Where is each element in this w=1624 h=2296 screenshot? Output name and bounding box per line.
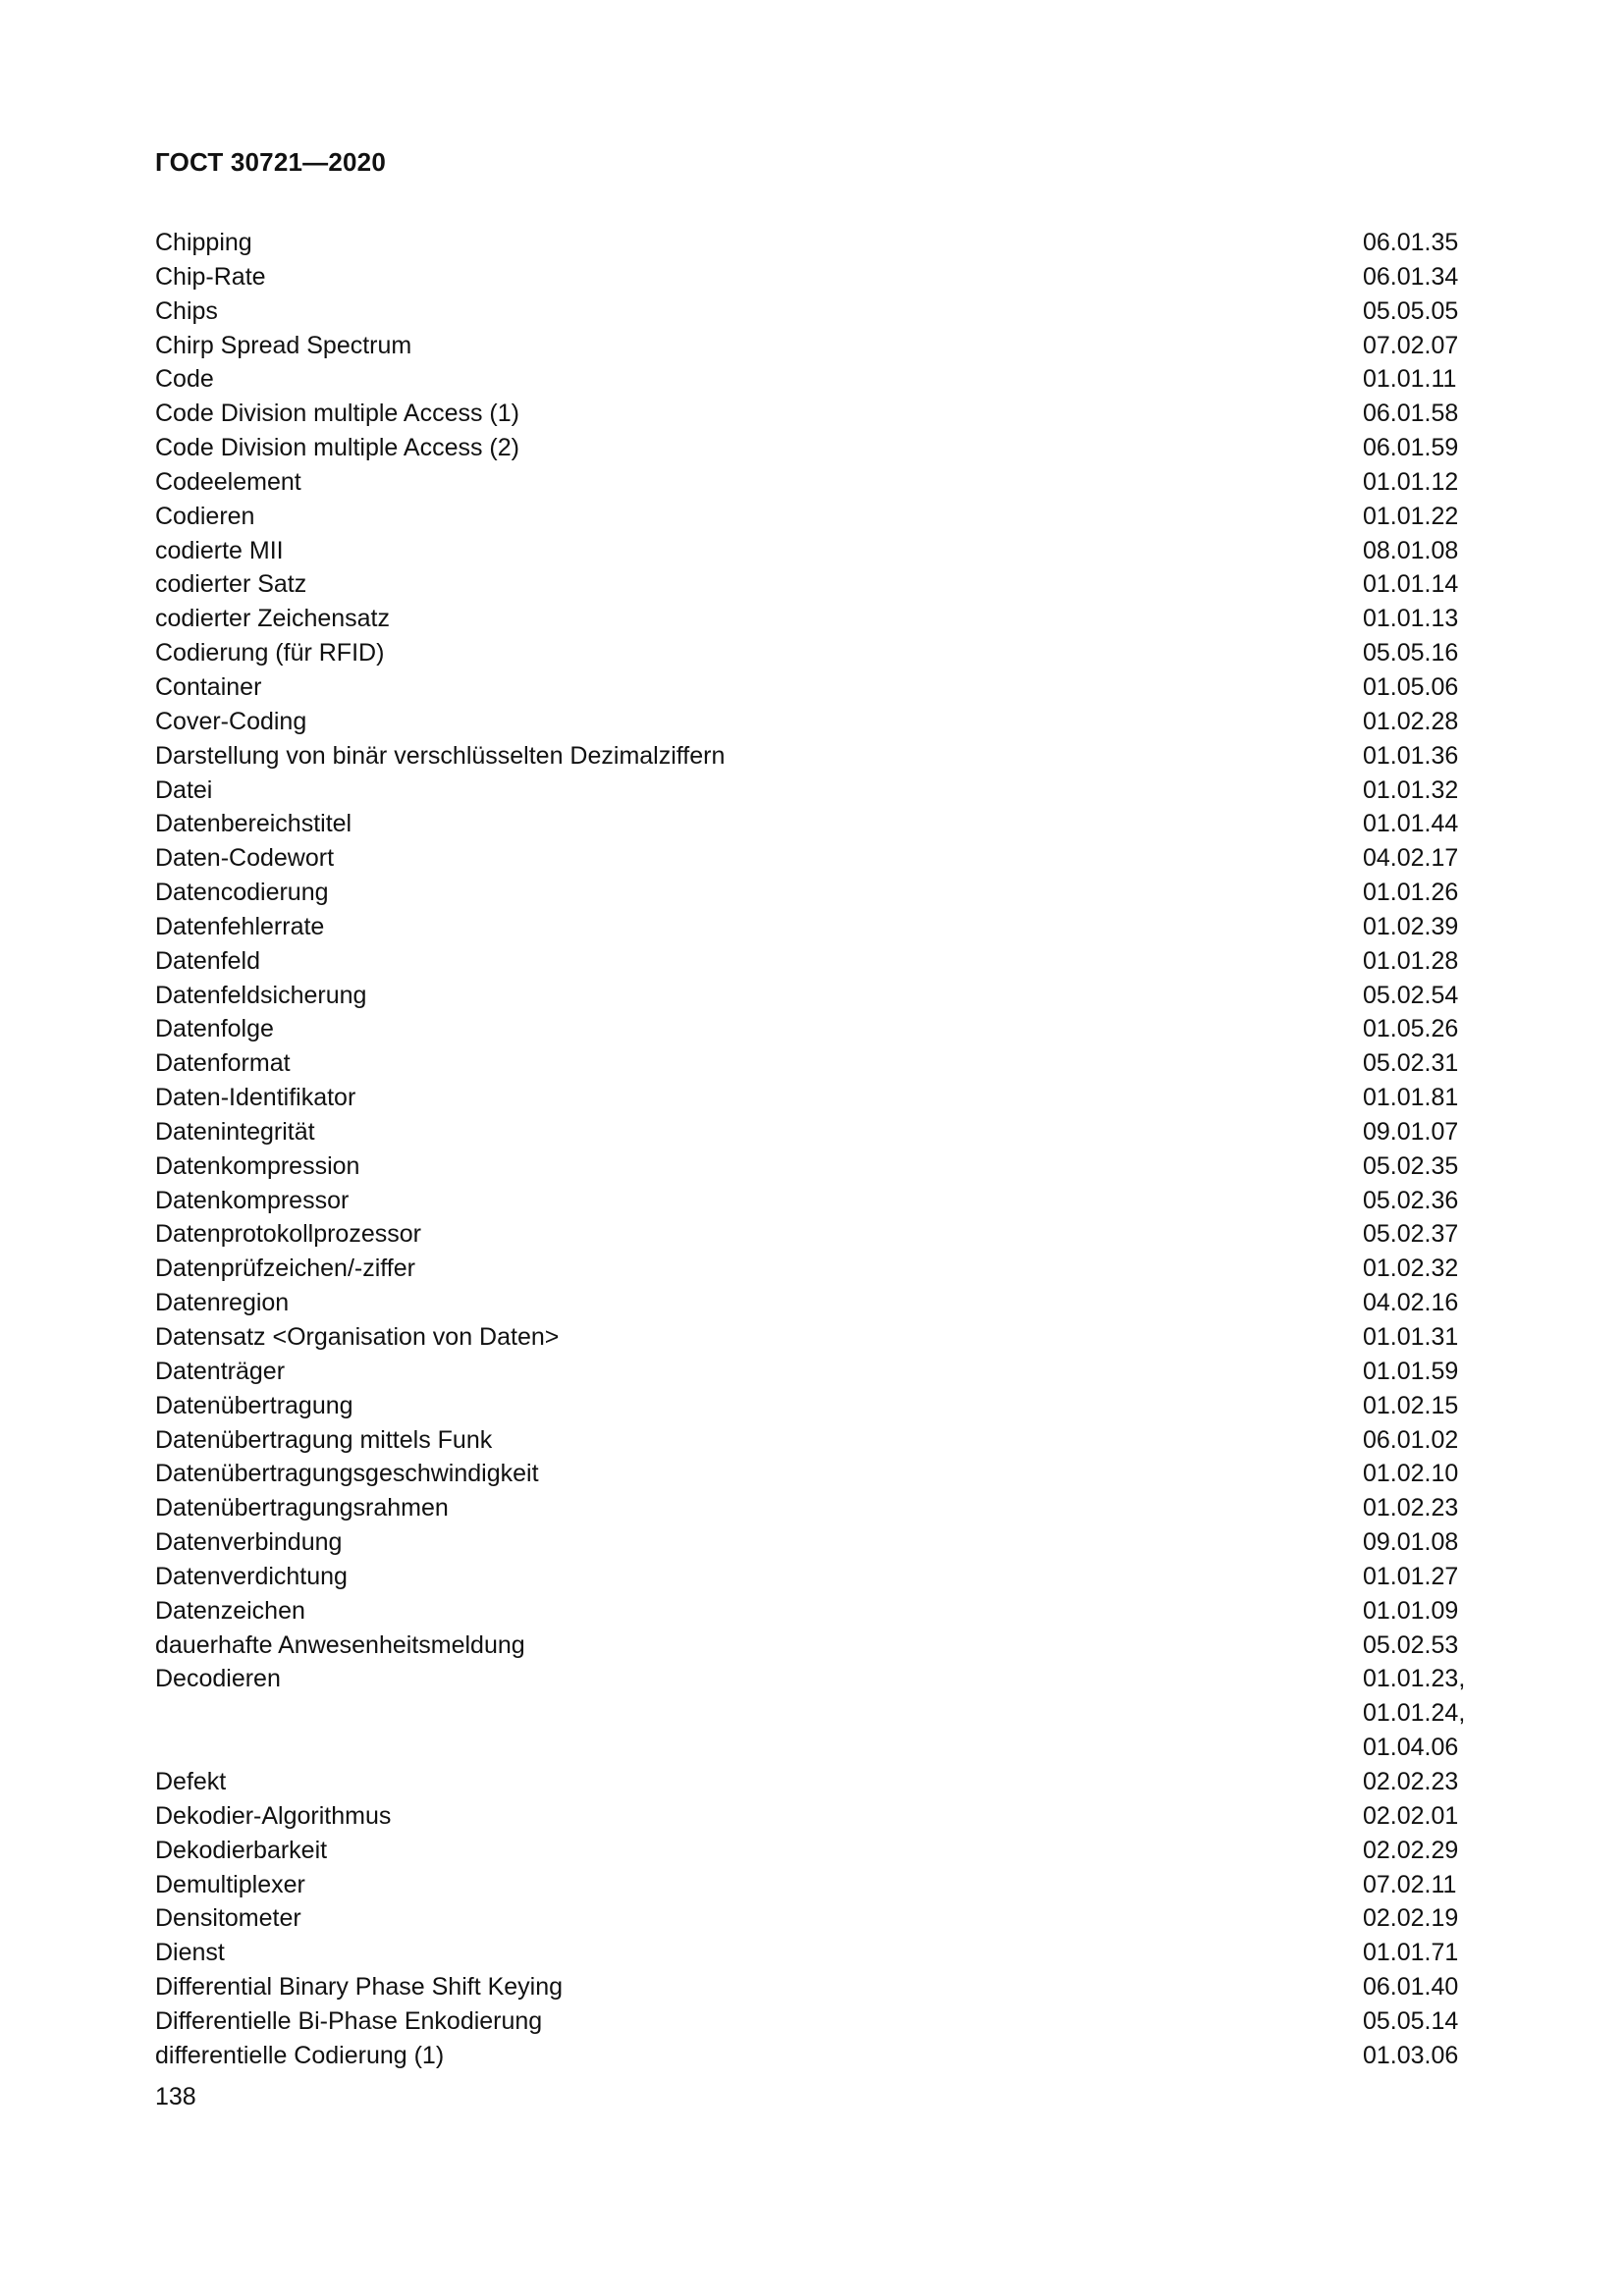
entry-term: Code Division multiple Access (1) (155, 400, 519, 428)
entry-refs (1363, 1389, 1471, 1423)
index-entry (155, 1560, 1471, 1594)
entry-refs (1363, 876, 1471, 910)
entry-refs (1363, 2039, 1471, 2073)
entry-refs (1363, 1560, 1471, 1594)
entry-ref: 06.01.35 (1363, 229, 1459, 256)
entry-term: Differentielle Bi-Phase Enkodierung (155, 2006, 543, 2035)
entry-refs (1363, 1799, 1471, 1834)
index-entry (155, 465, 1471, 500)
entry-refs (1363, 602, 1471, 636)
entry-term: differentielle Codierung (1) (155, 2041, 445, 2069)
entry-term: Chirp Spread Spectrum (155, 331, 412, 359)
index-entry (155, 431, 1471, 465)
entry-term: Code (155, 365, 214, 394)
entry-ref: 01.01.31 (1363, 1323, 1459, 1351)
entry-ref: 05.02.53 (1363, 1630, 1459, 1659)
entry-ref: 05.02.31 (1363, 1049, 1459, 1078)
entry-refs (1363, 636, 1471, 670)
entry-refs (1363, 1217, 1471, 1252)
index-entry (155, 807, 1471, 841)
entry-term: Codierung (für RFID) (155, 639, 385, 667)
entry-refs (1363, 1115, 1471, 1149)
entry-ref: 02.02.01 (1363, 1801, 1459, 1830)
entry-term: Datenprotokollprozessor (155, 1220, 421, 1249)
entry-ref: 05.02.36 (1363, 1186, 1459, 1214)
entry-term: Chipping (155, 229, 252, 256)
index-entry (155, 2004, 1471, 2039)
index-entry (155, 876, 1471, 910)
index-entry (155, 1936, 1471, 1970)
entry-refs (1363, 500, 1471, 534)
entry-ref: 01.01.12 (1363, 467, 1459, 496)
index-entry (155, 500, 1471, 534)
entry-term: Chips (155, 296, 218, 325)
entry-term: Datensatz <Organisation von Daten> (155, 1323, 560, 1351)
entry-ref: 01.01.71 (1363, 1939, 1459, 1967)
entry-ref: 01.02.23 (1363, 1494, 1459, 1522)
index-entry (155, 1081, 1471, 1115)
index-entry (155, 944, 1471, 979)
index-entry (155, 1525, 1471, 1560)
index-entry (155, 1457, 1471, 1491)
entry-term: Datenkompressor (155, 1186, 350, 1214)
entry-refs (1363, 226, 1471, 260)
entry-term: Differential Binary Phase Shift Keying (155, 1973, 564, 2002)
entry-ref: 01.01.44 (1363, 810, 1459, 838)
entry-refs (1363, 534, 1471, 568)
entry-ref: 06.01.58 (1363, 400, 1459, 428)
index-list (155, 226, 1471, 2073)
index-entry (155, 670, 1471, 705)
index-entry (155, 1012, 1471, 1046)
entry-term: Defekt (155, 1767, 227, 1795)
index-entry (155, 1252, 1471, 1286)
entry-ref: 01.01.28 (1363, 946, 1459, 975)
entry-term: Datenübertragungsgeschwindigkeit (155, 1460, 539, 1488)
index-entry (155, 705, 1471, 739)
entry-ref: 01.01.09 (1363, 1596, 1459, 1625)
entry-ref: 07.02.07 (1363, 331, 1459, 359)
entry-refs (1363, 705, 1471, 739)
index-entry (155, 1320, 1471, 1355)
index-entry (155, 1662, 1471, 1765)
entry-ref: 05.02.35 (1363, 1151, 1459, 1180)
entry-term: Datenfolge (155, 1015, 274, 1043)
entry-ref: 01.01.22 (1363, 502, 1459, 530)
entry-refs (1363, 329, 1471, 363)
entry-term: Container (155, 672, 262, 701)
index-entry (155, 1799, 1471, 1834)
entry-refs (1363, 944, 1471, 979)
index-entry (155, 397, 1471, 431)
index-entry (155, 294, 1471, 329)
index-entry (155, 1046, 1471, 1081)
entry-refs (1363, 431, 1471, 465)
index-entry (155, 1389, 1471, 1423)
page-number: 138 (155, 2083, 196, 2110)
entry-refs (1363, 1868, 1471, 1902)
entry-ref: 08.01.08 (1363, 536, 1459, 564)
entry-refs (1363, 465, 1471, 500)
index-entry (155, 1629, 1471, 1663)
entry-term: Densitometer (155, 1904, 301, 1933)
entry-term: Datenzeichen (155, 1596, 305, 1625)
entry-ref: 01.01.14 (1363, 570, 1459, 599)
entry-term: Datenkompression (155, 1151, 360, 1180)
entry-term: codierter Zeichensatz (155, 605, 391, 633)
index-entry (155, 1115, 1471, 1149)
entry-ref: 02.02.23 (1363, 1767, 1459, 1795)
entry-term: Dekodier-Algorithmus (155, 1801, 392, 1830)
entry-refs (1363, 1525, 1471, 1560)
entry-term: Cover-Coding (155, 707, 307, 735)
entry-term: Datenbereichstitel (155, 810, 352, 838)
entry-refs (1363, 397, 1471, 431)
entry-ref: 01.01.23, (1363, 1665, 1466, 1693)
entry-refs (1363, 1662, 1471, 1765)
entry-term: Datenverbindung (155, 1528, 343, 1557)
entry-ref: 05.05.05 (1363, 296, 1459, 325)
entry-ref: 01.01.27 (1363, 1562, 1459, 1590)
entry-refs (1363, 1423, 1471, 1458)
index-entry (155, 1765, 1471, 1799)
entry-refs (1363, 1184, 1471, 1218)
entry-term: Datenübertragung (155, 1391, 353, 1419)
entry-ref: 05.05.14 (1363, 2006, 1459, 2035)
entry-refs (1363, 841, 1471, 876)
entry-refs (1363, 670, 1471, 705)
page-header: ГОСТ 30721—2020 (155, 147, 386, 177)
index-entry (155, 1970, 1471, 2004)
entry-refs (1363, 1320, 1471, 1355)
entry-ref: 01.02.10 (1363, 1460, 1459, 1488)
index-entry (155, 1217, 1471, 1252)
entry-ref: 04.02.17 (1363, 844, 1459, 873)
entry-refs (1363, 1149, 1471, 1184)
entry-term: Datei (155, 775, 213, 804)
index-entry (155, 226, 1471, 260)
entry-ref: 01.01.24, (1363, 1699, 1466, 1728)
index-entry (155, 1594, 1471, 1629)
entry-refs (1363, 1012, 1471, 1046)
index-entry (155, 2039, 1471, 2073)
index-entry (155, 362, 1471, 397)
entry-term: Code Division multiple Access (2) (155, 434, 519, 462)
entry-term: Datenintegrität (155, 1117, 315, 1146)
entry-refs (1363, 294, 1471, 329)
entry-term: Datenfehlerrate (155, 912, 325, 940)
entry-term: Daten-Identifikator (155, 1084, 356, 1112)
entry-term: codierte MII (155, 536, 284, 564)
entry-ref: 01.05.06 (1363, 672, 1459, 701)
index-entry (155, 329, 1471, 363)
index-entry (155, 910, 1471, 944)
entry-ref: 01.01.81 (1363, 1084, 1459, 1112)
index-entry (155, 1184, 1471, 1218)
entry-term: Datenträger (155, 1357, 286, 1385)
entry-refs (1363, 260, 1471, 294)
entry-refs (1363, 1457, 1471, 1491)
index-entry (155, 1868, 1471, 1902)
index-entry (155, 1491, 1471, 1525)
index-entry (155, 1423, 1471, 1458)
index-entry (155, 1149, 1471, 1184)
entry-refs (1363, 1286, 1471, 1320)
entry-ref: 01.02.32 (1363, 1255, 1459, 1283)
index-entry (155, 739, 1471, 774)
entry-term: Datenübertragungsrahmen (155, 1494, 449, 1522)
entry-term: Dekodierbarkeit (155, 1836, 328, 1864)
entry-refs (1363, 1765, 1471, 1799)
entry-refs (1363, 1970, 1471, 2004)
entry-ref: 01.01.36 (1363, 741, 1459, 770)
entry-term: Datencodierung (155, 879, 329, 907)
entry-term: Datenregion (155, 1289, 290, 1317)
entry-ref: 07.02.11 (1363, 1870, 1457, 1898)
entry-term: Daten-Codewort (155, 844, 335, 873)
entry-ref: 05.02.37 (1363, 1220, 1459, 1249)
entry-term: Darstellung von binär verschlüsselten Dezimalziffern (155, 741, 726, 770)
entry-refs (1363, 2004, 1471, 2039)
entry-ref: 01.01.26 (1363, 879, 1459, 907)
index-entry (155, 1355, 1471, 1389)
entry-term: Dienst (155, 1939, 225, 1967)
entry-ref: 01.05.26 (1363, 1015, 1459, 1043)
entry-refs (1363, 1594, 1471, 1629)
index-entry (155, 260, 1471, 294)
index-entry (155, 602, 1471, 636)
entry-ref: 04.02.16 (1363, 1289, 1459, 1317)
index-entry (155, 534, 1471, 568)
entry-ref: 06.01.59 (1363, 434, 1459, 462)
entry-ref: 02.02.29 (1363, 1836, 1459, 1864)
entry-ref: 01.03.06 (1363, 2041, 1459, 2069)
entry-refs (1363, 739, 1471, 774)
entry-ref: 01.01.13 (1363, 605, 1459, 633)
entry-ref: 06.01.02 (1363, 1425, 1459, 1454)
entry-refs (1363, 567, 1471, 602)
entry-ref: 05.05.16 (1363, 639, 1459, 667)
entry-term: Datenformat (155, 1049, 291, 1078)
entry-term: Datenverdichtung (155, 1562, 348, 1590)
index-entry (155, 1834, 1471, 1868)
entry-refs (1363, 979, 1471, 1013)
index-entry (155, 636, 1471, 670)
entry-ref: 01.02.39 (1363, 912, 1459, 940)
entry-term: Datenprüfzeichen/-ziffer (155, 1255, 415, 1283)
entry-term: codierter Satz (155, 570, 307, 599)
entry-refs (1363, 1629, 1471, 1663)
index-entry (155, 567, 1471, 602)
entry-term: Codeelement (155, 467, 301, 496)
entry-refs (1363, 910, 1471, 944)
entry-refs (1363, 1936, 1471, 1970)
index-entry (155, 979, 1471, 1013)
entry-term: Chip-Rate (155, 262, 266, 291)
entry-refs (1363, 1252, 1471, 1286)
entry-refs (1363, 774, 1471, 808)
entry-refs (1363, 1901, 1471, 1936)
entry-ref: 05.02.54 (1363, 981, 1459, 1009)
entry-term: Codieren (155, 502, 255, 530)
entry-term: Datenfeld (155, 946, 261, 975)
index-entry (155, 841, 1471, 876)
entry-ref: 09.01.07 (1363, 1117, 1459, 1146)
entry-ref: 01.04.06 (1363, 1734, 1459, 1762)
entry-term: Datenübertragung mittels Funk (155, 1425, 493, 1454)
entry-refs (1363, 807, 1471, 841)
entry-refs (1363, 1491, 1471, 1525)
entry-term: Decodieren (155, 1665, 281, 1693)
entry-ref: 01.02.15 (1363, 1391, 1459, 1419)
entry-refs (1363, 1046, 1471, 1081)
entry-ref: 02.02.19 (1363, 1904, 1459, 1933)
entry-ref: 06.01.34 (1363, 262, 1459, 291)
entry-refs (1363, 1081, 1471, 1115)
index-entry (155, 1286, 1471, 1320)
entry-ref: 01.01.11 (1363, 365, 1457, 394)
entry-term: Demultiplexer (155, 1870, 305, 1898)
entry-ref: 01.01.59 (1363, 1357, 1459, 1385)
entry-refs (1363, 1355, 1471, 1389)
index-entry (155, 774, 1471, 808)
entry-ref: 06.01.40 (1363, 1973, 1459, 2002)
entry-ref: 01.02.28 (1363, 707, 1459, 735)
entry-term: dauerhafte Anwesenheitsmeldung (155, 1630, 525, 1659)
entry-ref: 01.01.32 (1363, 775, 1459, 804)
entry-term: Datenfeldsicherung (155, 981, 367, 1009)
index-entry (155, 1901, 1471, 1936)
entry-refs (1363, 1834, 1471, 1868)
entry-ref: 09.01.08 (1363, 1528, 1459, 1557)
entry-refs (1363, 362, 1471, 397)
